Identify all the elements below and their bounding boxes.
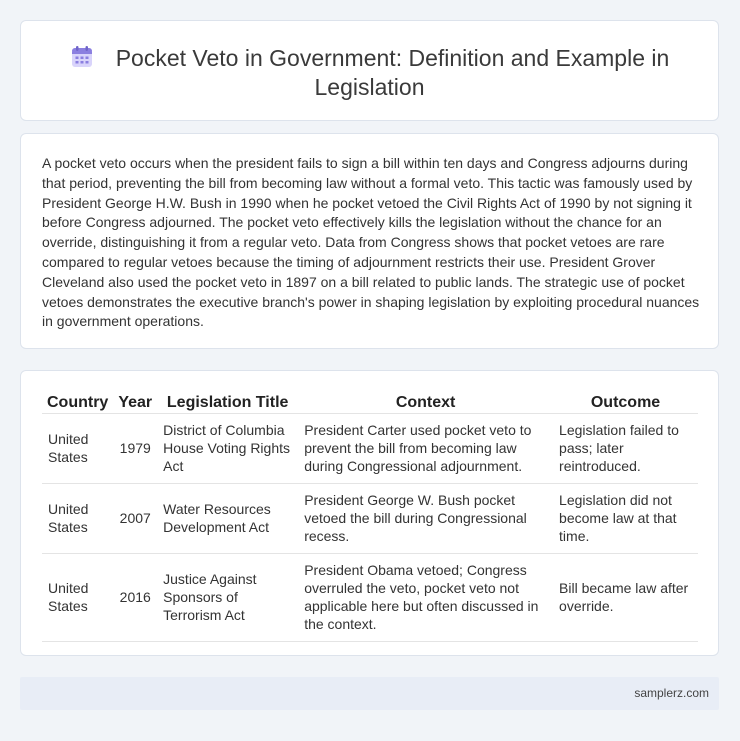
header-outcome: Outcome — [553, 392, 698, 414]
calendar-icon — [70, 45, 94, 69]
footer-brand-link[interactable]: samplerz.com — [634, 686, 709, 700]
cell-outcome: Bill became law after override. — [553, 554, 698, 642]
header-context: Context — [298, 392, 553, 414]
table-row — [42, 554, 698, 642]
table-row — [42, 414, 698, 484]
cell-country: United States — [42, 414, 113, 484]
table-card — [20, 370, 719, 656]
cell-year: 1979 — [113, 414, 157, 484]
description-text: A pocket veto occurs when the president fails to sign a bill within ten days and Congress adjourns during that period, preventing the bill from becoming law without a formal veto. This tactic was famously used by President George H.W. Bush in 1990 when he pocket vetoed the Civil Rights Act of 1990 by not signing it before Congress adjourned. The pocket veto effectively kills the legislation without the chance for an override, distinguishing it from a regular veto. Data from Congress shows that pocket vetoes are rare compared to regular vetoes because the timing of adjournment restricts their use. President Grover Cleveland also used the pocket veto in 1897 on a bill related to public lands. The strategic use of pocket vetoes demonstrates the executive branch's power in shaping legislation by exploiting procedural nuances in government operations. — [42, 155, 700, 330]
cell-context: President Carter used pocket veto to prevent the bill from becoming law during Congressional adjournment. — [298, 414, 553, 484]
page-title-wrap — [21, 44, 718, 102]
header-year: Year — [113, 392, 157, 414]
cell-country: United States — [42, 484, 113, 554]
cell-year: 2016 — [113, 554, 157, 642]
description-card — [20, 133, 719, 349]
cell-context: President Obama vetoed; Congress overruled the veto, pocket veto not applicable here but often discussed in the context. — [298, 554, 553, 642]
examples-table — [42, 392, 698, 642]
cell-title: Justice Against Sponsors of Terrorism Act — [157, 554, 298, 642]
title-card — [20, 20, 719, 121]
page-title: Pocket Veto in Government: Definition and Example in Legislation — [115, 45, 670, 100]
cell-outcome: Legislation failed to pass; later reintroduced. — [553, 414, 698, 484]
cell-title: District of Columbia House Voting Rights Act — [157, 414, 298, 484]
table-row — [42, 484, 698, 554]
footer — [20, 677, 719, 710]
cell-context: President George W. Bush pocket vetoed the bill during Congressional recess. — [298, 484, 553, 554]
table-header-row — [42, 392, 698, 414]
cell-title: Water Resources Development Act — [157, 484, 298, 554]
cell-outcome: Legislation did not become law at that time. — [553, 484, 698, 554]
header-country: Country — [42, 392, 113, 414]
cell-year: 2007 — [113, 484, 157, 554]
header-legislation-title: Legislation Title — [157, 392, 298, 414]
cell-country: United States — [42, 554, 113, 642]
